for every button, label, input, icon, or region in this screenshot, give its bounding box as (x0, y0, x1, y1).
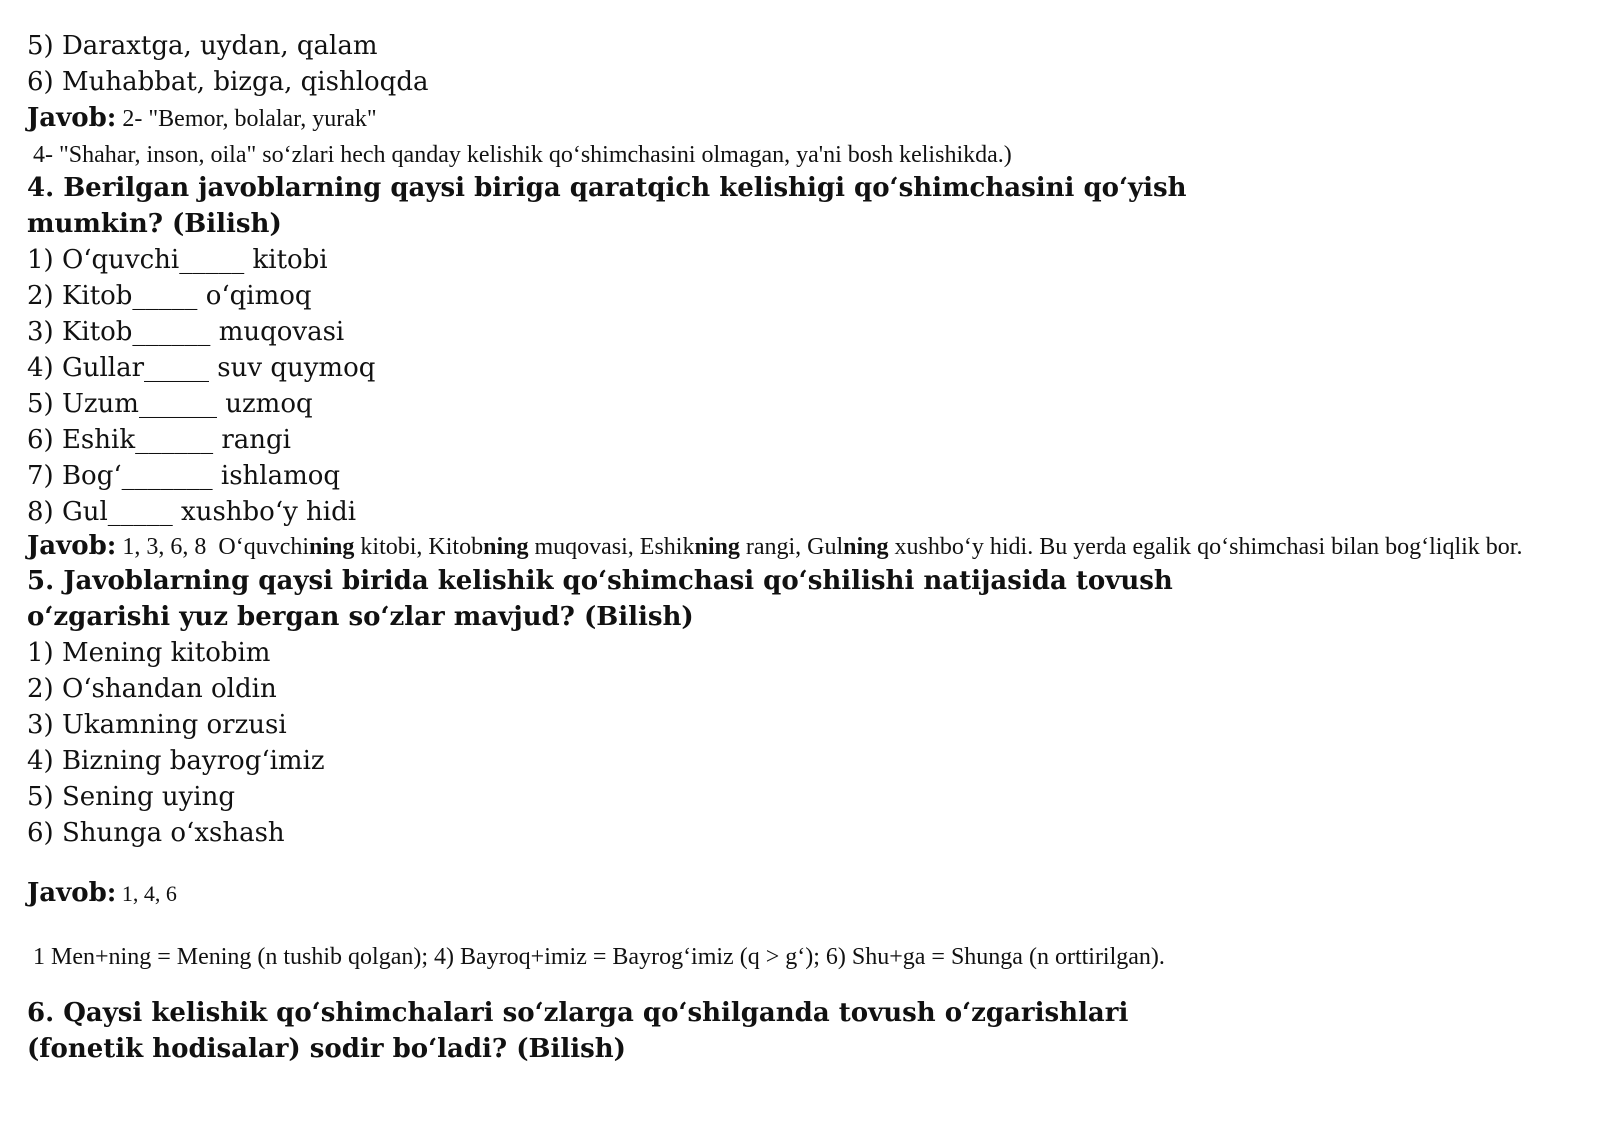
answer-word: O‘quvchi (218, 534, 310, 560)
list-item: 7) Bog‘_______ ishlamoq (27, 461, 341, 491)
question-title: 6. Qaysi kelishik qo‘shimchalari so‘zlarga qo‘shilganda tovush o‘zgarishlari (27, 998, 1129, 1028)
list-item: 6) Eshik______ rangi (27, 425, 291, 455)
list-item: 1) O‘quvchi_____ kitobi (27, 245, 328, 275)
answer-suffix: ning (843, 534, 889, 560)
answer-word: rangi, (739, 534, 808, 560)
list-item: 4) Gullar_____ suv quymoq (27, 353, 376, 383)
answer-word: kitobi, (354, 534, 429, 560)
answer-line (27, 873, 1577, 917)
answer-word: muqovasi, (528, 534, 640, 560)
list-item: 6) Shunga o‘xshash (27, 818, 285, 848)
question-title: 5. Javoblarning qaysi birida kelishik qo‘shimchasi qo‘shilishi natijasida tovush (27, 566, 1173, 596)
answer-suffix: ning (483, 534, 529, 560)
answer-label: Javob: (27, 878, 117, 908)
answer-numbers: 1, 3, 6, 8 (116, 534, 219, 560)
question-5 (27, 563, 1577, 977)
list-item: 2) O‘shandan oldin (27, 674, 277, 704)
list-item: 6) Muhabbat, bizga, qishloqda (27, 67, 429, 97)
answer-text: 2- "Bemor, bolalar, yurak" (116, 106, 377, 132)
list-item: 3) Ukamning orzusi (27, 710, 287, 740)
list-item: 5) Uzum______ uzmoq (27, 389, 313, 419)
answer-line (27, 100, 1577, 140)
list-item: 5) Sening uying (27, 782, 235, 812)
answer-label: Javob: (27, 531, 117, 561)
list-item: 3) Kitob______ muqovasi (27, 317, 345, 347)
list-item: 4) Bizning bayrog‘imiz (27, 746, 325, 776)
answer-explanation: 4- "Shahar, inson, oila" so‘zlari hech qanday kelishik qo‘shimchasini olmagan, ya'ni bosh kelishikda.) (27, 142, 1012, 168)
question-title: mumkin? (Bilish) (27, 209, 282, 239)
list-item: 5) Daraxtga, uydan, qalam (27, 31, 378, 61)
answer-word: xushbo‘y hidi. Bu yerda egalik qo‘shimchasi bilan bog‘liqlik bor. (888, 534, 1523, 560)
answer-word: Gul (807, 534, 844, 560)
question-title: 4. Berilgan javoblarning qaysi biriga qaratqich kelishigi qo‘shimchasini qo‘yish (27, 173, 1187, 203)
list-item: 2) Kitob_____ o‘qimoq (27, 281, 312, 311)
answer-suffix: ning (309, 534, 355, 560)
question-title: o‘zgarishi yuz bergan so‘zlar mavjud? (Bilish) (27, 602, 694, 632)
answer-block-3 (27, 100, 1577, 170)
top-item-list (27, 28, 1577, 100)
answer-word: Eshik (639, 534, 695, 560)
list-item: 8) Gul_____ xushbo‘y hidi (27, 497, 357, 527)
list-item: 1) Mening kitobim (27, 638, 271, 668)
answer-explanation: 1 Men+ning = Mening (n tushib qolgan); 4) Bayroq+imiz = Bayrog‘imiz (q > g‘); 6) Shu+ga = Shunga (n orttirilgan). (27, 944, 1165, 970)
answer-word: Kitob (428, 534, 484, 560)
answer-suffix: ning (694, 534, 740, 560)
answer-label: Javob: (27, 103, 117, 133)
answer-paragraph (27, 530, 1557, 563)
question-title: (fonetik hodisalar) sodir bo‘ladi? (Bilish) (27, 1034, 626, 1064)
question-4 (27, 170, 1577, 563)
answer-numbers: 1, 4, 6 (116, 881, 177, 906)
question-6 (27, 995, 1577, 1067)
document-page (27, 28, 1577, 1067)
